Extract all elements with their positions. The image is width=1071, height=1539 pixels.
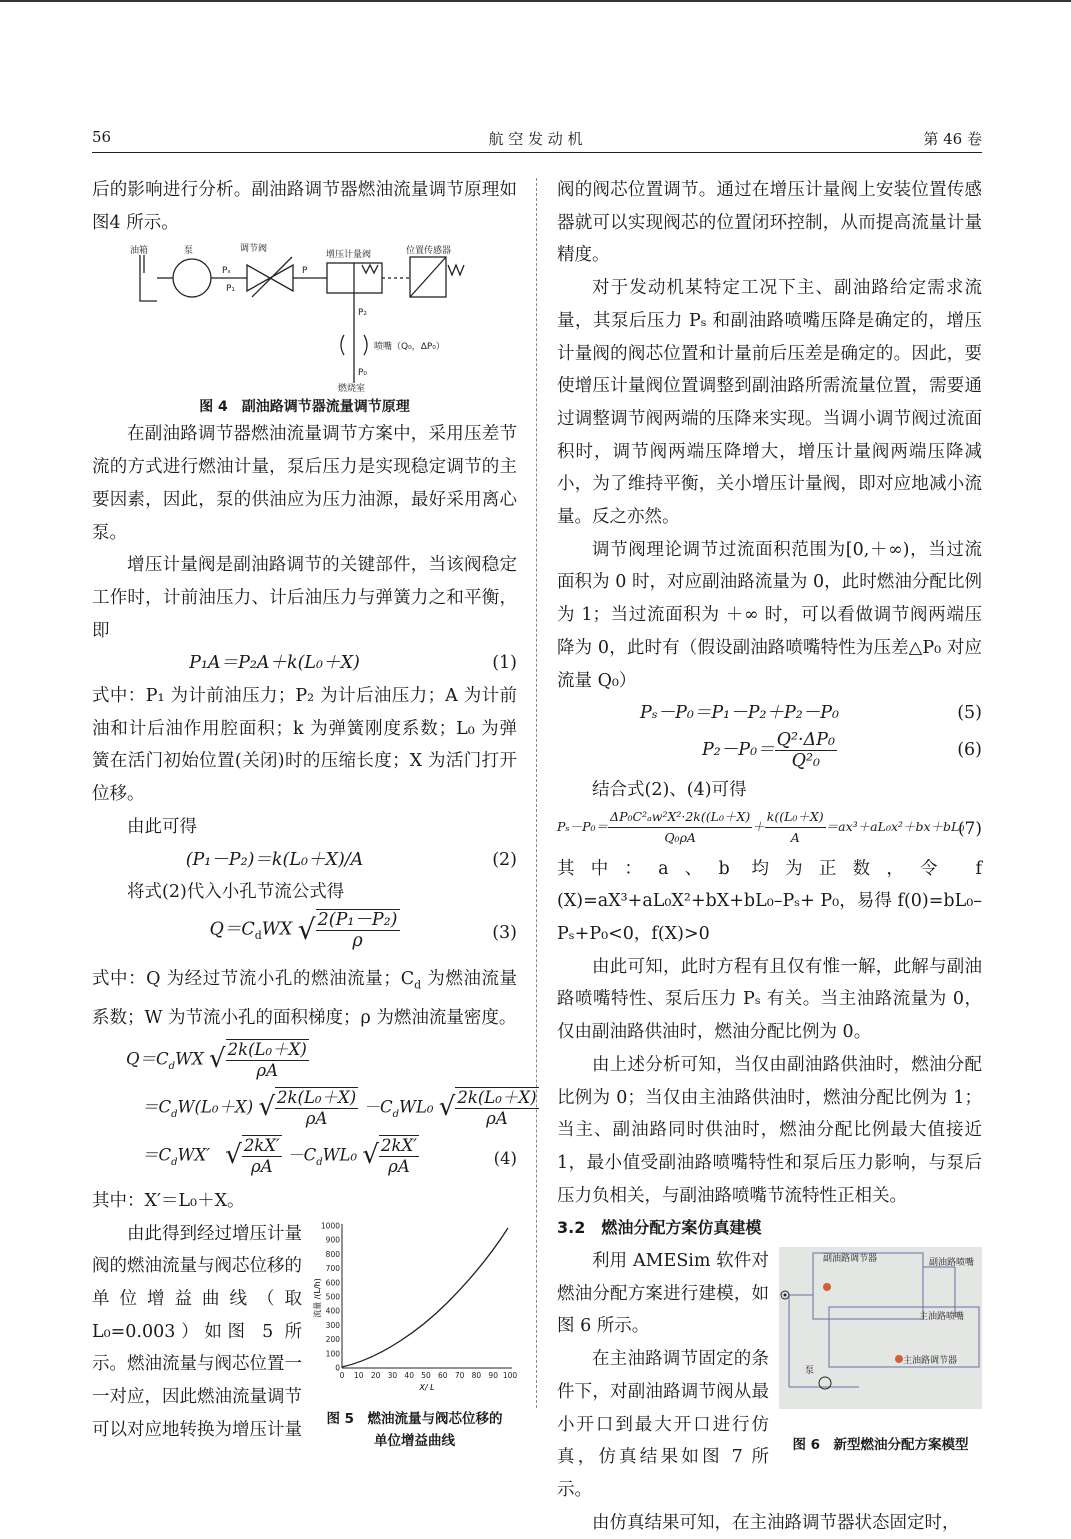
equation-3-number: (3) bbox=[492, 922, 517, 943]
equation-7 bbox=[557, 807, 982, 853]
paragraph: 由此得到经过增压计量阀的燃油流量与阀芯位移的单位增益曲线（取 L₀=0.003）如图 5 所示。燃油流量与阀芯位置一一对应，因此燃油流量调节可以对应地转换为增压计量 bbox=[92, 1223, 302, 1440]
paragraph: 结合式(2)、(4)可得 bbox=[592, 779, 747, 800]
eq4-frac4-top: 2kX′ bbox=[243, 1135, 280, 1155]
fig4-caption: 图 4 副油路调节器流量调节原理 bbox=[199, 399, 410, 416]
eq4-frac-2 bbox=[275, 1087, 358, 1129]
figure-4 bbox=[92, 243, 517, 418]
figure-6 bbox=[779, 1247, 982, 1461]
fig5-xtick-label: 30 bbox=[387, 1370, 398, 1380]
fig5-xtick-label: 80 bbox=[471, 1370, 482, 1380]
paragraph: 其中：a、b 均为正数，令 f (X)=aX³+aL₀X²+bX+bL₀–Pₛ+ P₀，易得 f(0)=bL₀–Pₛ+P₀<0，f(X)>0 bbox=[557, 858, 982, 945]
equation-3 bbox=[92, 909, 517, 959]
eq4-l1-mid: WX bbox=[175, 1049, 204, 1069]
fig5-xtick-label: 60 bbox=[438, 1370, 448, 1380]
fig5-ytick-label: 1000 bbox=[320, 1221, 340, 1231]
sqrt-icon: √ bbox=[297, 912, 316, 946]
eq4-frac5-top: 2kX′ bbox=[380, 1135, 417, 1155]
eq6-top: Q²·ΔP₀ bbox=[776, 729, 835, 750]
sqrt-icon: √ bbox=[258, 1092, 276, 1123]
eq4-l2-mid2: WL₀ bbox=[399, 1097, 434, 1117]
paragraph: 在主油路调节固定的条件下，对副油路调节阀从最小开口到最大开口进行仿真，仿真结果如图 7 所示。 bbox=[557, 1349, 769, 1500]
fig5-xtick-label: 100 bbox=[502, 1370, 517, 1380]
eq3-sub: d bbox=[254, 928, 262, 942]
eq4-l3-mid: WX′ bbox=[177, 1145, 210, 1165]
eq4-l2-mid: W(L₀＋X) bbox=[177, 1097, 254, 1117]
eq7-frac-2 bbox=[765, 807, 826, 848]
header-rule bbox=[92, 152, 982, 153]
eq4-frac-3 bbox=[455, 1087, 538, 1129]
paragraph: 其中：X′＝L₀＋X。 bbox=[92, 1190, 245, 1211]
paragraph: 由此可知，此时方程有且仅有惟一解，此解与副油路喷嘴特性、泵后压力 Pₛ 有关。当主油路流量为 0，仅由副油路供油时，燃油分配比例为 0。 bbox=[557, 956, 982, 1043]
fig5-ylabel: 流量 /(L/h) bbox=[313, 1277, 322, 1318]
fig5-ytick-label: 0 bbox=[335, 1363, 340, 1373]
figure-5 bbox=[312, 1218, 517, 1448]
fig4-diagram bbox=[92, 243, 517, 393]
journal-title: 航 空 发 动 机 bbox=[488, 130, 583, 148]
eq3-lhs: Q＝C bbox=[209, 919, 255, 940]
eq7-lhs: Pₛ－P₀＝ bbox=[557, 818, 609, 834]
top-border bbox=[0, 0, 1071, 2]
fig6-pump-label: 泵 bbox=[805, 1366, 815, 1377]
left-column bbox=[92, 174, 537, 1450]
sqrt-icon: √ bbox=[362, 1140, 379, 1171]
eq4-frac5-bot: ρA bbox=[388, 1156, 410, 1176]
eq4-frac4-bot: ρA bbox=[251, 1156, 273, 1176]
sqrt-icon: √ bbox=[209, 1044, 226, 1075]
fig6-caption: 图 6 新型燃油分配方案模型 bbox=[792, 1436, 969, 1453]
fig4-meter-label: 增压计量阀 bbox=[326, 250, 372, 261]
fig5-ytick-label: 100 bbox=[325, 1348, 340, 1358]
sqrt-icon: √ bbox=[225, 1140, 242, 1171]
eq6-bot: Q²₀ bbox=[791, 750, 820, 771]
equation-2 bbox=[92, 844, 517, 877]
eq4-frac3-top: 2k(L₀＋X) bbox=[457, 1087, 537, 1107]
fig6-wrap bbox=[557, 1245, 982, 1507]
eq7-rhs: ＝ax³＋aL₀x²＋bx＋bL₀ bbox=[825, 818, 965, 834]
fig4-ps-label: Pₛ bbox=[222, 266, 231, 277]
fig4-p2-label: P₂ bbox=[358, 308, 368, 319]
volume-label: 第 46 卷 bbox=[923, 130, 982, 148]
eq4-l2-pre: ＝C bbox=[142, 1097, 172, 1117]
fig5-xtick-label: 90 bbox=[488, 1370, 498, 1380]
column-divider bbox=[536, 178, 537, 1408]
fig5-xtick-label: 10 bbox=[354, 1370, 364, 1380]
fig5-xtick-label: 20 bbox=[370, 1370, 381, 1380]
fig5-ytick-label: 600 bbox=[325, 1277, 340, 1287]
paragraph: 阀的阀芯位置调节。通过在增压计量阀上安装位置传感器就可以实现阀芯的位置闭环控制，从而提高流量计量精度。 bbox=[557, 180, 982, 266]
equation-5-number: (5) bbox=[957, 703, 982, 724]
fig5-wrap bbox=[92, 1218, 517, 1450]
fig4-p0-label: P₀ bbox=[358, 368, 368, 379]
equation-5 bbox=[557, 697, 982, 730]
eq4-frac-5 bbox=[379, 1135, 419, 1177]
fig5-ytick-label: 700 bbox=[325, 1263, 340, 1273]
paragraph: 调节阀理论调节过流面积范围为[0,＋∞)，当过流面积为 0 时，对应副油路流量为 0，此时燃油分配比例为 1；当过流面积为 ＋∞ 时，可以看做调节阀两端压降为 0，此时有（假设副油路喷嘴特性为压差△P₀ 对应流量 Q₀） bbox=[557, 539, 982, 691]
equation-6 bbox=[557, 730, 982, 774]
fig5-ytick-label: 800 bbox=[325, 1249, 340, 1259]
eq4-frac2-top: 2k(L₀＋X) bbox=[277, 1087, 357, 1107]
eq4-frac1-bot: ρA bbox=[256, 1060, 279, 1080]
eq6-lhs: P₂－P₀＝ bbox=[702, 739, 775, 760]
eq4-frac2-bot: ρA bbox=[305, 1108, 328, 1128]
sqrt-icon: √ bbox=[438, 1092, 456, 1123]
fig4-p1-label: P₁ bbox=[226, 284, 236, 295]
eq3-mid: WX bbox=[261, 919, 293, 940]
fig6-sub-reg-label: 副油路调节器 bbox=[823, 1254, 878, 1265]
fig4-tank-label: 油箱 bbox=[130, 246, 149, 257]
eq6-fraction bbox=[775, 730, 837, 771]
eq7-bot2: A bbox=[790, 829, 800, 845]
eq7-top2: k((L₀＋X) bbox=[765, 807, 826, 828]
paragraph: 对于发动机某特定工况下主、副油路给定需求流量，其泵后压力 Pₛ 和副油路喷嘴压降是确定的，增压计量阀的阀芯位置和计量前后压差是确定的。因此，要使增压计量阀位置调整到副油路所需流量位置，需要通过调整调节阀两端的压降来实现。当调小调节阀过流面积时，调节阀两端压降增大，增压计量阀两端压降减小，为了维持平衡，关小增压计量阀，即对应地减小流量。反之亦然。 bbox=[557, 278, 982, 528]
eq4-l3-mid2: WL₀ bbox=[322, 1145, 358, 1165]
paragraph: 后的影响进行分析。副油路调节器燃油流量调节原理如图4 所示。 bbox=[92, 180, 517, 233]
paragraph: 式中：P₁ 为计前油压力；P₂ 为计后油压力；A 为计前油和计后油作用腔面积；k 为弹簧刚度系数；L₀ 为弹簧在活门初始位置(关闭)时的压缩长度；X 为活门打开位移。 bbox=[92, 686, 517, 805]
eq7-bot1: Q₀ρA bbox=[664, 829, 696, 845]
paragraph: 将式(2)代入小孔节流公式得 bbox=[127, 882, 345, 903]
equation-2-number: (2) bbox=[492, 849, 517, 870]
eq4-frac1-top: 2k(L₀＋X) bbox=[227, 1039, 307, 1059]
eq4-frac-4 bbox=[242, 1135, 282, 1177]
fig4-nozzle-label: 喷嘴（Q₀，ΔP₀） bbox=[374, 342, 445, 353]
eq3-numerator: 2(P₁－P₂) bbox=[317, 909, 398, 930]
paragraph: 在副油路调节器燃油流量调节方案中，采用压差节流的方式进行燃油计量，泵后压力是实现稳定调节的主要因素，因此，泵的供油应为压力油源，最好采用离心泵。 bbox=[92, 424, 517, 543]
equation-1-body: P₁A＝P₂A＋k(L₀＋X) bbox=[189, 653, 360, 674]
equation-4 bbox=[92, 1035, 537, 1185]
fig5-ytick-label: 200 bbox=[325, 1334, 340, 1344]
fig6-sub-nozzle-label: 副油路喷嘴 bbox=[929, 1258, 975, 1269]
eq3-fraction bbox=[316, 909, 400, 951]
p7-a: 式中：Q 为经过节流小孔的燃油流量；C bbox=[92, 968, 415, 989]
equation-1 bbox=[92, 647, 517, 680]
equation-5-body: Pₛ－P₀＝P₁－P₂＋P₂－P₀ bbox=[639, 703, 840, 724]
fig5-xlabel: X/ L bbox=[419, 1382, 435, 1392]
fig5-ytick-label: 300 bbox=[325, 1320, 340, 1330]
fig5-ytick-label: 400 bbox=[325, 1306, 340, 1316]
eq4-l3-sep: －C bbox=[287, 1145, 317, 1165]
paragraph: 由此可得 bbox=[127, 816, 197, 837]
p7-b: 为燃油流量系数；W 为节流小孔的面积梯度；ρ 为燃油流量密度。 bbox=[92, 968, 517, 1029]
equation-4-number: (4) bbox=[493, 1148, 517, 1168]
fig6-model bbox=[779, 1247, 982, 1409]
paragraph bbox=[92, 963, 517, 1035]
fig5-ytick-label: 900 bbox=[325, 1235, 340, 1245]
fig5-xtick-label: 50 bbox=[421, 1370, 431, 1380]
fig5-caption-line-1: 图 5 燃油流量与阀芯位移的 bbox=[326, 1411, 503, 1428]
fig4-pump-label: 泵 bbox=[184, 246, 194, 257]
equation-2-body: (P₁－P₂)＝k(L₀＋X)/A bbox=[185, 849, 364, 870]
eq4-line-2: $=C_dW(L_0+X)$ √ $\frac{\text{2k(L₀＋X)}}{\rho A}$ $-C_dWL_0$ √ $\frac{\text{2k(L₀＋X)}}{\rho A}$ bbox=[142, 1087, 537, 1128]
eq7-frac-1 bbox=[608, 807, 752, 848]
p7-sub: d bbox=[414, 978, 422, 992]
equation-7-number: (7) bbox=[957, 818, 982, 839]
eq4-line-3: $=C_dWX'$ √ $\frac{2kX'}{\rho A}$ $-C_dWL_0$ √ $\frac{2kX'}{\rho A}$ bbox=[142, 1135, 417, 1176]
page-number: 56 bbox=[92, 128, 112, 146]
section-heading: 3.2 燃油分配方案仿真建模 bbox=[557, 1218, 762, 1238]
eq4-line-1: $Q=C_dWX$ √ $\frac{\text{2k(L₀＋X)}}{\rho A}$ bbox=[126, 1039, 307, 1080]
fig5-caption bbox=[312, 1408, 517, 1452]
eq4-l2-sep: －C bbox=[363, 1097, 393, 1117]
equation-6-number: (6) bbox=[957, 739, 982, 760]
fig4-sensor-label: 位置传感器 bbox=[406, 246, 452, 257]
fig5-xtick-label: 70 bbox=[454, 1370, 465, 1380]
fig5-chart bbox=[312, 1218, 517, 1393]
paragraph: 增压计量阀是副油路调节的关键部件，当该阀稳定工作时，计前油压力、计后油压力与弹簧力之和平衡，即 bbox=[92, 555, 517, 641]
fig5-ytick-label: 500 bbox=[325, 1292, 340, 1302]
fig4-chamber-label: 燃烧室 bbox=[338, 384, 366, 394]
fig5-xtick-label: 40 bbox=[404, 1370, 414, 1380]
eq4-frac3-bot: ρA bbox=[486, 1108, 508, 1128]
equation-1-number: (1) bbox=[492, 653, 517, 674]
fig6-main-reg-label: 主油路调节器 bbox=[903, 1356, 958, 1367]
paragraph: 利用 AMESim 软件对燃油分配方案进行建模，如图 6 所示。 bbox=[557, 1251, 769, 1337]
fig4-p-label: P bbox=[302, 266, 308, 277]
paragraph: 由仿真结果可知，在主油路调节器状态固定时， bbox=[592, 1512, 960, 1533]
eq4-l3-pre: ＝C bbox=[142, 1145, 172, 1165]
fig4-valve-label: 调节阀 bbox=[240, 244, 268, 255]
eq4-l1-pre: Q＝C bbox=[126, 1049, 169, 1069]
eq4-frac-1 bbox=[226, 1039, 309, 1081]
eq7-top1: ΔP₀C²ₐw²X²·2k((L₀＋X) bbox=[608, 807, 752, 828]
paragraph: 由上述分析可知，当仅由副油路供油时，燃油分配比例为 0；当仅由主油路供油时，燃油分配比例为 1；当主、副油路同时供油时，燃油分配比例最大值接近 1，最小值受副油路喷嘴特性和泵后压力影响，与泵后压力负相关，与副油路喷嘴节流特性正相关。 bbox=[557, 1054, 982, 1206]
right-column bbox=[557, 174, 982, 1539]
fig5-caption-line-2: 单位增益曲线 bbox=[374, 1433, 455, 1450]
eq3-denominator: ρ bbox=[352, 930, 363, 951]
fig5-xtick-label: 0 bbox=[339, 1370, 345, 1380]
eq7-plus: ＋ bbox=[752, 818, 765, 834]
fig6-main-nozzle-label: 主油路喷嘴 bbox=[919, 1312, 965, 1323]
